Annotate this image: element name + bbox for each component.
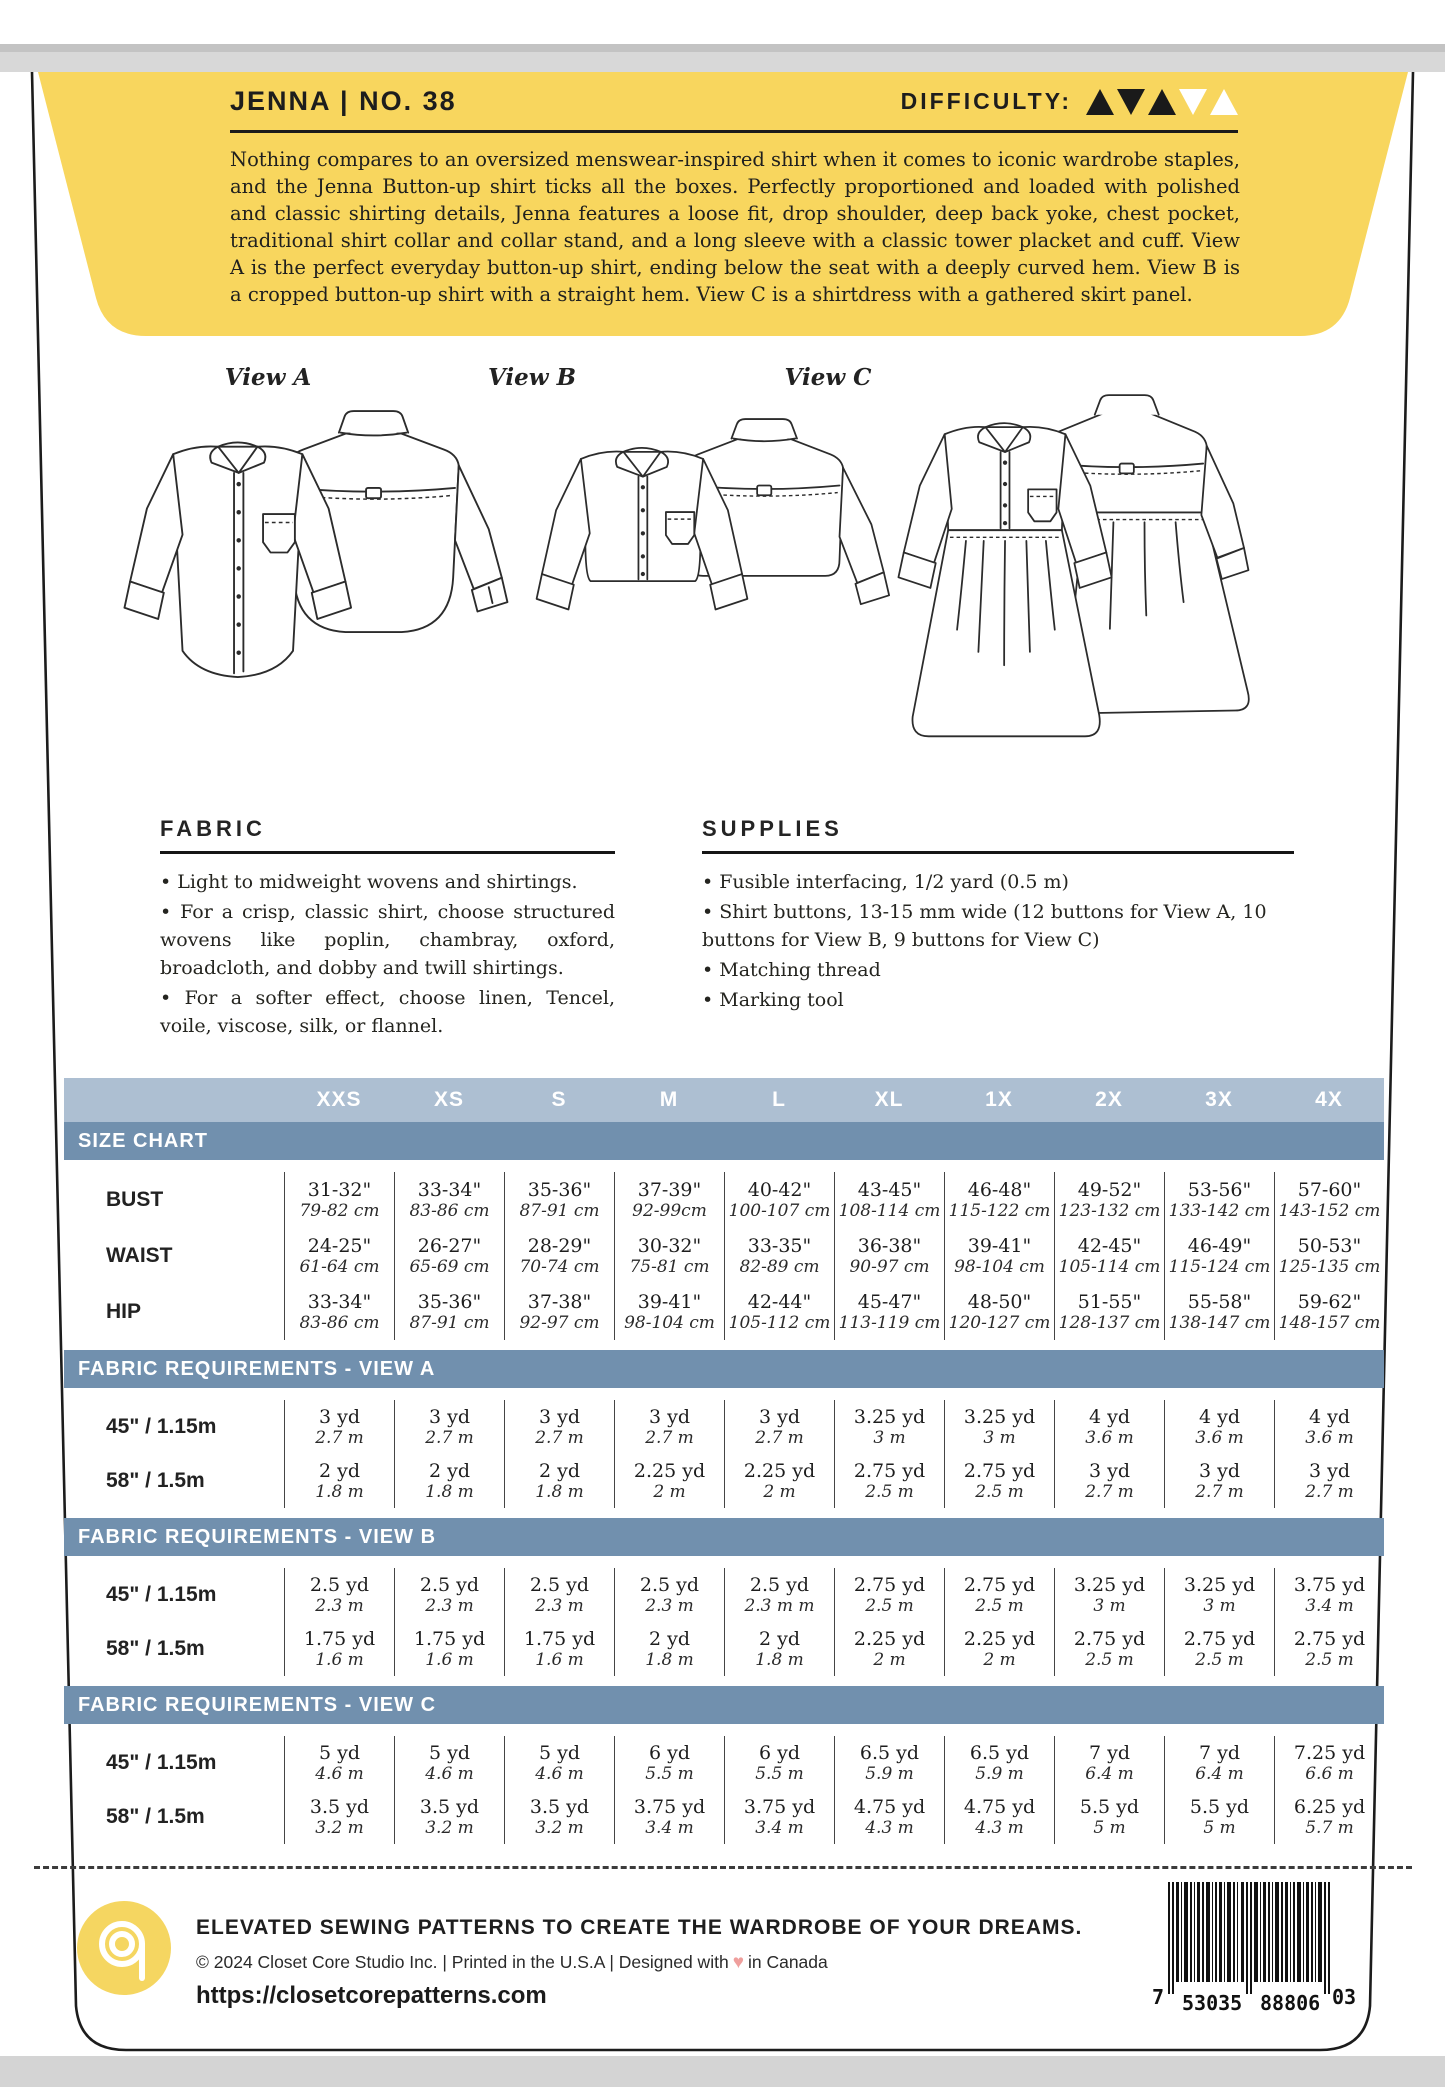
table-cell: 2.75 yd 2.5 m — [853, 1460, 926, 1502]
table-cell: 3 yd 2.7 m — [535, 1406, 584, 1448]
data-column — [394, 1736, 504, 1844]
table-cell: 46-48" 115-122 cm — [948, 1179, 1051, 1221]
supplies-rule — [702, 851, 1294, 854]
table-cell: 3.5 yd 3.2 m — [309, 1796, 370, 1838]
difficulty-triangle-icons — [1086, 89, 1238, 115]
table-cell: 3 yd 2.7 m — [1195, 1460, 1244, 1502]
footer-copyright — [196, 1952, 828, 1974]
data-column — [1274, 1400, 1384, 1508]
size-chart-band: SIZE CHART — [64, 1122, 1384, 1160]
data-column — [724, 1172, 834, 1340]
data-column — [614, 1736, 724, 1844]
footer-tagline: ELEVATED SEWING PATTERNS TO CREATE THE WARDROBE OF YOUR DREAMS. — [196, 1916, 1083, 1939]
table-cell: 2.75 yd 2.5 m — [1183, 1628, 1256, 1670]
table-cell: 2.5 yd 2.3 m m — [744, 1574, 815, 1616]
row-label: 58" / 1.5m — [106, 1805, 205, 1828]
table-cell: 6.5 yd 5.9 m — [859, 1742, 920, 1784]
fabric-requirements-band: FABRIC REQUIREMENTS - VIEW C — [64, 1686, 1384, 1724]
size-header-cell: M — [659, 1088, 679, 1111]
row-label: BUST — [106, 1188, 164, 1211]
table-cell: 31-32" 79-82 cm — [299, 1179, 380, 1221]
bullet-item: • Shirt buttons, 13-15 mm wide (12 buttons for View A, 10 buttons for View B, 9 buttons for View C) — [702, 901, 1267, 951]
table-group — [64, 1736, 1384, 1844]
data-column — [1164, 1172, 1274, 1340]
view-c-label: View C — [784, 364, 872, 391]
size-header-cell: XL — [874, 1088, 904, 1111]
bullet-item: • Fusible interfacing, 1/2 yard (0.5 m) — [702, 871, 1069, 893]
table-cell: 5 yd 4.6 m — [425, 1742, 474, 1784]
table-cell: 2.5 yd 2.3 m — [639, 1574, 700, 1616]
table-cell: 57-60" 143-152 cm — [1278, 1179, 1381, 1221]
pattern-description: Nothing compares to an oversized menswear-inspired shirt when it comes to iconic wardrobe staples, and the Jenna Button-up shirt ticks all the boxes. Perfectly proportioned and loaded with polished and classic shirting details, Jenna features a loose fit, drop shoulder, deep back yoke, chest pocket, traditional shirt collar and collar stand, and a long sleeve with a classic tower placket and cuff. View A is the perfect everyday button-up shirt, ending below the seat with a deeply curved hem. View B is a cropped button-up shirt with a straight hem. View C is a shirtdress with a gathered skirt panel. — [230, 148, 1240, 306]
data-column — [1054, 1568, 1164, 1676]
barcode-digit-trail: 03 — [1332, 1985, 1357, 2009]
table-cell: 7 yd 6.4 m — [1195, 1742, 1244, 1784]
data-column — [504, 1568, 614, 1676]
header — [230, 86, 1238, 117]
difficulty-triangle-icon — [1148, 89, 1176, 115]
supplies-heading: SUPPLIES — [702, 816, 843, 841]
table-cell: 3 yd 2.7 m — [755, 1406, 804, 1448]
table-cell: 2.25 yd 2 m — [633, 1460, 706, 1502]
data-column — [394, 1172, 504, 1340]
fabric-section — [160, 816, 615, 1042]
table-group — [64, 1400, 1384, 1508]
fabric-requirements-band: FABRIC REQUIREMENTS - VIEW B — [64, 1518, 1384, 1556]
data-column — [724, 1400, 834, 1508]
size-header-cell: 4X — [1315, 1088, 1343, 1111]
difficulty-label: DIFFICULTY: — [900, 88, 1072, 114]
data-column — [614, 1400, 724, 1508]
data-column — [614, 1568, 724, 1676]
bullet-item: • Marking tool — [702, 989, 844, 1011]
heart-icon: ♥ — [732, 1952, 744, 1973]
data-column — [1164, 1568, 1274, 1676]
supplies-section — [702, 816, 1294, 1016]
table-cell: 5.5 yd 5 m — [1079, 1796, 1140, 1838]
data-column — [1054, 1172, 1164, 1340]
size-header-spacer — [64, 1078, 284, 1122]
row-label: 45" / 1.15m — [106, 1583, 217, 1606]
table-cell: 39-41" 98-104 cm — [624, 1291, 715, 1333]
view-a-label: View A — [224, 364, 312, 391]
data-column — [724, 1736, 834, 1844]
table-cell: 6 yd 5.5 m — [645, 1742, 694, 1784]
table-cell: 43-45" 108-114 cm — [838, 1179, 941, 1221]
label-column — [64, 1736, 284, 1844]
table-cell: 7 yd 6.4 m — [1085, 1742, 1134, 1784]
table-cell: 2.25 yd 2 m — [853, 1628, 926, 1670]
bullet-item: • Matching thread — [702, 959, 881, 981]
bullet-item: • Light to midweight wovens and shirtings. — [160, 871, 578, 893]
size-header-cell: XXS — [316, 1088, 362, 1111]
table-cell: 30-32" 75-81 cm — [629, 1235, 710, 1277]
row-label: HIP — [106, 1300, 142, 1323]
table-cell: 35-36" 87-91 cm — [409, 1291, 490, 1333]
label-column — [64, 1400, 284, 1508]
data-column — [504, 1400, 614, 1508]
row-label: 58" / 1.5m — [106, 1637, 205, 1660]
table-cell: 39-41" 98-104 cm — [954, 1235, 1045, 1277]
table-cell: 2.25 yd 2 m — [963, 1628, 1036, 1670]
table-cell: 3 yd 2.7 m — [645, 1406, 694, 1448]
closet-core-logo-icon — [76, 1900, 172, 1996]
data-column — [944, 1568, 1054, 1676]
footer-divider — [34, 1866, 1412, 1869]
barcode — [1150, 1882, 1364, 2032]
table-cell: 3.75 yd 3.4 m — [743, 1796, 816, 1838]
table-cell: 37-39" 92-99cm — [632, 1179, 707, 1221]
bullet-item: • For a crisp, classic shirt, choose structured wovens like poplin, chambray, oxford, broadcloth, and dobby and twill shirtings. — [160, 901, 615, 979]
table-cell: 42-44" 105-112 cm — [728, 1291, 831, 1333]
copyright-text-end: in Canada — [747, 1952, 828, 1972]
table-cell: 33-35" 82-89 cm — [739, 1235, 820, 1277]
row-label: 58" / 1.5m — [106, 1469, 205, 1492]
fabric-rule — [160, 851, 615, 854]
table-cell: 4.75 yd 4.3 m — [853, 1796, 926, 1838]
difficulty-triangle-icon — [1117, 89, 1145, 115]
view-b-illustration — [518, 404, 890, 652]
table-group — [64, 1172, 1384, 1340]
size-header-cell: XS — [433, 1088, 464, 1111]
size-header-row — [64, 1078, 1384, 1122]
table-cell: 3.25 yd 3 m — [1073, 1574, 1146, 1616]
table-cell: 3.25 yd 3 m — [1183, 1574, 1256, 1616]
table-cell: 42-45" 105-114 cm — [1058, 1235, 1161, 1277]
table-cell: 5.5 yd 5 m — [1189, 1796, 1250, 1838]
table-cell: 50-53" 125-135 cm — [1278, 1235, 1381, 1277]
data-column — [614, 1172, 724, 1340]
table-cell: 2 yd 1.8 m — [645, 1628, 694, 1670]
table-cell: 2 yd 1.8 m — [755, 1628, 804, 1670]
data-column — [1274, 1736, 1384, 1844]
data-column — [284, 1568, 394, 1676]
label-column — [64, 1172, 284, 1340]
row-label: 45" / 1.15m — [106, 1415, 217, 1438]
data-column — [834, 1400, 944, 1508]
pattern-title: JENNA | NO. 38 — [230, 86, 457, 116]
fabric-heading: FABRIC — [160, 816, 266, 841]
table-cell: 26-27" 65-69 cm — [409, 1235, 490, 1277]
table-cell: 2.5 yd 2.3 m — [419, 1574, 480, 1616]
table-cell: 6 yd 5.5 m — [755, 1742, 804, 1784]
table-cell: 3.75 yd 3.4 m — [1293, 1574, 1366, 1616]
table-cell: 1.75 yd 1.6 m — [413, 1628, 486, 1670]
table-cell: 28-29" 70-74 cm — [519, 1235, 600, 1277]
data-column — [504, 1172, 614, 1340]
data-column — [1054, 1736, 1164, 1844]
table-cell: 3 yd 2.7 m — [1305, 1460, 1354, 1502]
data-column — [834, 1568, 944, 1676]
data-column — [394, 1400, 504, 1508]
table-cell: 36-38" 90-97 cm — [849, 1235, 930, 1277]
table-cell: 37-38" 92-97 cm — [519, 1291, 600, 1333]
table-cell: 2.5 yd 2.3 m — [529, 1574, 590, 1616]
table-cell: 5 yd 4.6 m — [535, 1742, 584, 1784]
data-column — [834, 1172, 944, 1340]
table-cell: 6.5 yd 5.9 m — [969, 1742, 1030, 1784]
table-cell: 2 yd 1.8 m — [535, 1460, 584, 1502]
barcode-digits-left: 53035 — [1182, 1991, 1243, 2015]
data-column — [944, 1400, 1054, 1508]
supplies-bullets — [702, 868, 1294, 1014]
table-cell: 45-47" 113-119 cm — [838, 1291, 941, 1333]
table-cell: 4.75 yd 4.3 m — [963, 1796, 1036, 1838]
difficulty-triangle-icon — [1179, 89, 1207, 115]
view-b-label: View B — [487, 364, 577, 391]
table-cell: 53-56" 133-142 cm — [1168, 1179, 1271, 1221]
table-group — [64, 1568, 1384, 1676]
table-cell: 48-50" 120-127 cm — [948, 1291, 1051, 1333]
table-cell: 4 yd 3.6 m — [1305, 1406, 1354, 1448]
website-url: https://closetcorepatterns.com — [196, 1982, 547, 2009]
size-header-cell: 3X — [1205, 1088, 1233, 1111]
view-a-illustration — [102, 398, 514, 707]
data-column — [394, 1568, 504, 1676]
table-cell: 46-49" 115-124 cm — [1168, 1235, 1271, 1277]
table-cell: 1.75 yd 1.6 m — [523, 1628, 596, 1670]
table-cell: 7.25 yd 6.6 m — [1293, 1742, 1366, 1784]
table-cell: 4 yd 3.6 m — [1195, 1406, 1244, 1448]
table-cell: 2.75 yd 2.5 m — [1073, 1628, 1146, 1670]
data-column — [1164, 1400, 1274, 1508]
data-column — [1274, 1568, 1384, 1676]
barcode-bars — [1168, 1882, 1330, 1994]
data-column — [284, 1736, 394, 1844]
table-cell: 35-36" 87-91 cm — [519, 1179, 600, 1221]
copyright-text: © 2024 Closet Core Studio Inc. | Printed in the U.S.A | Designed with — [196, 1952, 729, 1972]
fabric-requirements-band: FABRIC REQUIREMENTS - VIEW A — [64, 1350, 1384, 1388]
barcode-digits-right: 88806 — [1260, 1991, 1321, 2015]
table-cell: 49-52" 123-132 cm — [1058, 1179, 1161, 1221]
table-cell: 59-62" 148-157 cm — [1278, 1291, 1381, 1333]
title-underline — [230, 130, 1238, 133]
label-column — [64, 1568, 284, 1676]
table-cell: 24-25" 61-64 cm — [299, 1235, 380, 1277]
data-column — [724, 1568, 834, 1676]
difficulty — [901, 88, 1238, 115]
table-cell: 51-55" 128-137 cm — [1058, 1291, 1161, 1333]
difficulty-triangle-icon — [1086, 89, 1114, 115]
data-column — [284, 1400, 394, 1508]
fabric-bullets — [160, 868, 615, 1040]
size-header-cell: S — [551, 1088, 567, 1111]
table-cell: 2.25 yd 2 m — [743, 1460, 816, 1502]
size-and-fabric-tables — [64, 1078, 1384, 1854]
table-cell: 6.25 yd 5.7 m — [1293, 1796, 1366, 1838]
table-cell: 3.25 yd 3 m — [963, 1406, 1036, 1448]
table-cell: 3.5 yd 3.2 m — [529, 1796, 590, 1838]
data-column — [1164, 1736, 1274, 1844]
data-column — [504, 1736, 614, 1844]
table-cell: 5 yd 4.6 m — [315, 1742, 364, 1784]
table-cell: 3.5 yd 3.2 m — [419, 1796, 480, 1838]
table-cell: 1.75 yd 1.6 m — [303, 1628, 376, 1670]
table-cell: 40-42" 100-107 cm — [728, 1179, 831, 1221]
data-column — [284, 1172, 394, 1340]
view-c-illustration — [878, 388, 1260, 779]
table-cell: 3 yd 2.7 m — [425, 1406, 474, 1448]
table-cell: 2.75 yd 2.5 m — [963, 1460, 1036, 1502]
data-column — [1274, 1172, 1384, 1340]
data-column — [944, 1172, 1054, 1340]
size-header-cell: 1X — [985, 1088, 1013, 1111]
row-label: 45" / 1.15m — [106, 1751, 217, 1774]
table-cell: 2.75 yd 2.5 m — [1293, 1628, 1366, 1670]
bullet-item: • For a softer effect, choose linen, Tencel, voile, viscose, silk, or flannel. — [160, 987, 615, 1037]
data-column — [834, 1736, 944, 1844]
table-cell: 3 yd 2.7 m — [1085, 1460, 1134, 1502]
row-label: WAIST — [106, 1244, 173, 1267]
table-cell: 2.5 yd 2.3 m — [309, 1574, 370, 1616]
table-cell: 3.75 yd 3.4 m — [633, 1796, 706, 1838]
table-cell: 3.25 yd 3 m — [853, 1406, 926, 1448]
size-header-cell: 2X — [1095, 1088, 1123, 1111]
barcode-digit-lead: 7 — [1152, 1985, 1165, 2009]
table-cell: 3 yd 2.7 m — [315, 1406, 364, 1448]
data-column — [1054, 1400, 1164, 1508]
table-cell: 33-34" 83-86 cm — [409, 1179, 490, 1221]
difficulty-triangle-icon — [1210, 89, 1238, 115]
table-cell: 2.75 yd 2.5 m — [963, 1574, 1036, 1616]
size-header-cell: L — [772, 1088, 786, 1111]
table-cell: 55-58" 138-147 cm — [1168, 1291, 1271, 1333]
table-cell: 2.75 yd 2.5 m — [853, 1574, 926, 1616]
table-cell: 2 yd 1.8 m — [315, 1460, 364, 1502]
data-column — [944, 1736, 1054, 1844]
table-cell: 4 yd 3.6 m — [1085, 1406, 1134, 1448]
table-cell: 33-34" 83-86 cm — [299, 1291, 380, 1333]
table-cell: 2 yd 1.8 m — [425, 1460, 474, 1502]
